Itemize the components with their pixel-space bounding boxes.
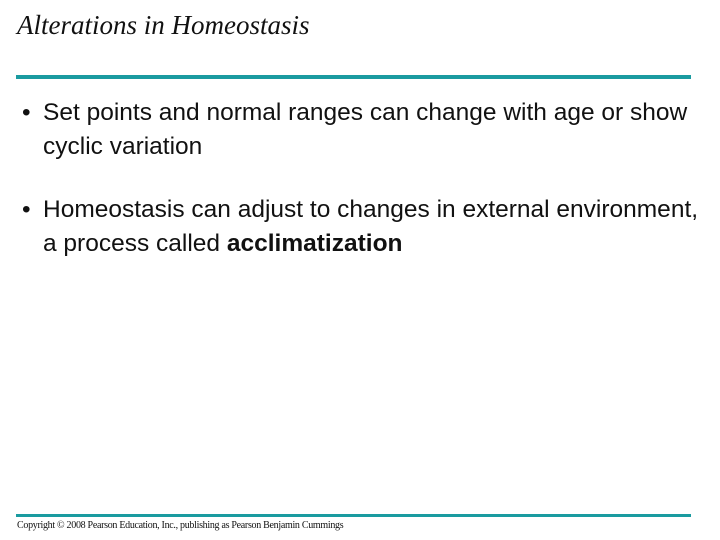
bullet-text: Homeostasis can adjust to changes in external environment, a process called xyxy=(43,196,699,257)
bullet-item-set-points xyxy=(22,96,702,164)
slide-title: Alterations in Homeostasis xyxy=(17,10,310,40)
title-divider xyxy=(16,75,691,79)
key-term: acclimatization xyxy=(226,230,403,257)
bullet-item-acclimatization xyxy=(22,193,702,261)
copyright-notice: Copyright © 2008 Pearson Education, Inc., publishing as Pearson Benjamin Cummings xyxy=(17,520,344,531)
bullet-list xyxy=(22,96,702,290)
bullet-point-icon: • xyxy=(22,99,31,126)
footer-divider xyxy=(16,514,691,517)
bullet-point-icon: • xyxy=(22,196,31,223)
bullet-text: Set points and normal ranges can change with age or show cyclic variation xyxy=(43,99,688,160)
